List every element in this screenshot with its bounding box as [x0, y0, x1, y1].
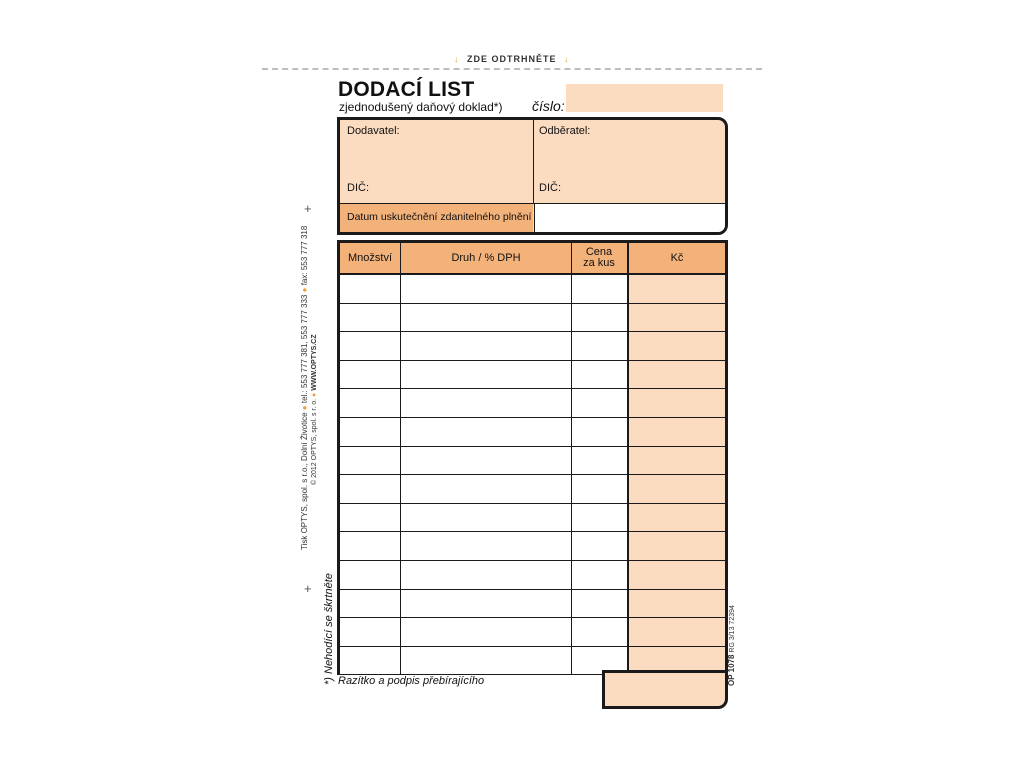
arrow-down-icon: ↓: [564, 54, 570, 64]
parties-divider: [533, 120, 534, 203]
bullet-icon: ●: [311, 392, 318, 397]
table-row-line: [340, 417, 725, 418]
bullet-icon: ●: [300, 287, 309, 293]
form-code-extra: RG 3/13 72394: [729, 605, 736, 653]
website: WWW.OPTYS.CZ: [311, 334, 318, 391]
table-row-line: [340, 446, 725, 447]
table-row-line: [340, 360, 725, 361]
table-row-line: [340, 560, 725, 561]
number-label: číslo:: [532, 98, 565, 114]
stamp-signature-label: Razítko a podpis přebírajícího: [338, 675, 485, 687]
tear-label: [450, 54, 574, 64]
items-table: [337, 240, 728, 675]
amount-column-border: [627, 243, 629, 675]
document-subtitle: zjednodušený daňový doklad*): [339, 100, 503, 114]
table-row-line: [340, 474, 725, 475]
header-quantity: Množství: [347, 251, 392, 264]
copyright-text: © 2012 OPTYS, spol. s r. o.: [311, 398, 318, 485]
table-row-line: [340, 531, 725, 532]
table-row-line: [340, 503, 725, 504]
table-row-line: [340, 617, 725, 618]
customer-tax-label: DIČ:: [539, 182, 561, 194]
total-field[interactable]: [602, 670, 728, 709]
registration-mark: +: [304, 581, 312, 596]
tear-line: [262, 68, 762, 70]
table-row-line: [340, 331, 725, 332]
table-row-line: [340, 303, 725, 304]
header-amount: Kč: [670, 251, 684, 264]
header-type-vat: Druh / % DPH: [451, 251, 521, 264]
column-divider: [400, 243, 401, 675]
strike-note: *) Nehodící se škrtněte: [323, 573, 335, 685]
printer-name: Tisk OPTYS, spol. s r.o., Dolní Životice: [300, 412, 309, 550]
supplier-label: Dodavatel:: [347, 125, 400, 137]
form-code-main: OP 1078: [727, 654, 736, 686]
copyright-info: [311, 334, 318, 485]
document-title: DODACÍ LIST: [338, 78, 475, 101]
printer-fax: fax: 553 777 318: [300, 225, 309, 286]
supplier-tax-label: DIČ:: [347, 182, 369, 194]
date-label: Datum uskutečnění zdanitelného plnění: [347, 211, 532, 223]
tear-text: ZDE ODTRHNĚTE: [467, 54, 557, 64]
printer-info: [300, 226, 309, 550]
column-divider: [571, 243, 572, 675]
parties-box: [337, 117, 728, 235]
form-code: [727, 605, 736, 686]
number-field[interactable]: [566, 84, 723, 112]
date-field[interactable]: [534, 204, 726, 232]
customer-label: Odběratel:: [539, 125, 591, 137]
header-unit-price: Cena za kus: [583, 246, 615, 269]
bullet-icon: ●: [300, 405, 309, 411]
registration-mark: +: [304, 201, 312, 216]
printer-phone: tel.: 553 777 381, 553 777 333: [300, 294, 309, 404]
table-row-line: [340, 388, 725, 389]
table-row-line: [340, 589, 725, 590]
table-header: [340, 243, 725, 275]
arrow-down-icon: ↓: [454, 54, 460, 64]
date-label-cell: [340, 204, 533, 232]
table-row-line: [340, 646, 725, 647]
